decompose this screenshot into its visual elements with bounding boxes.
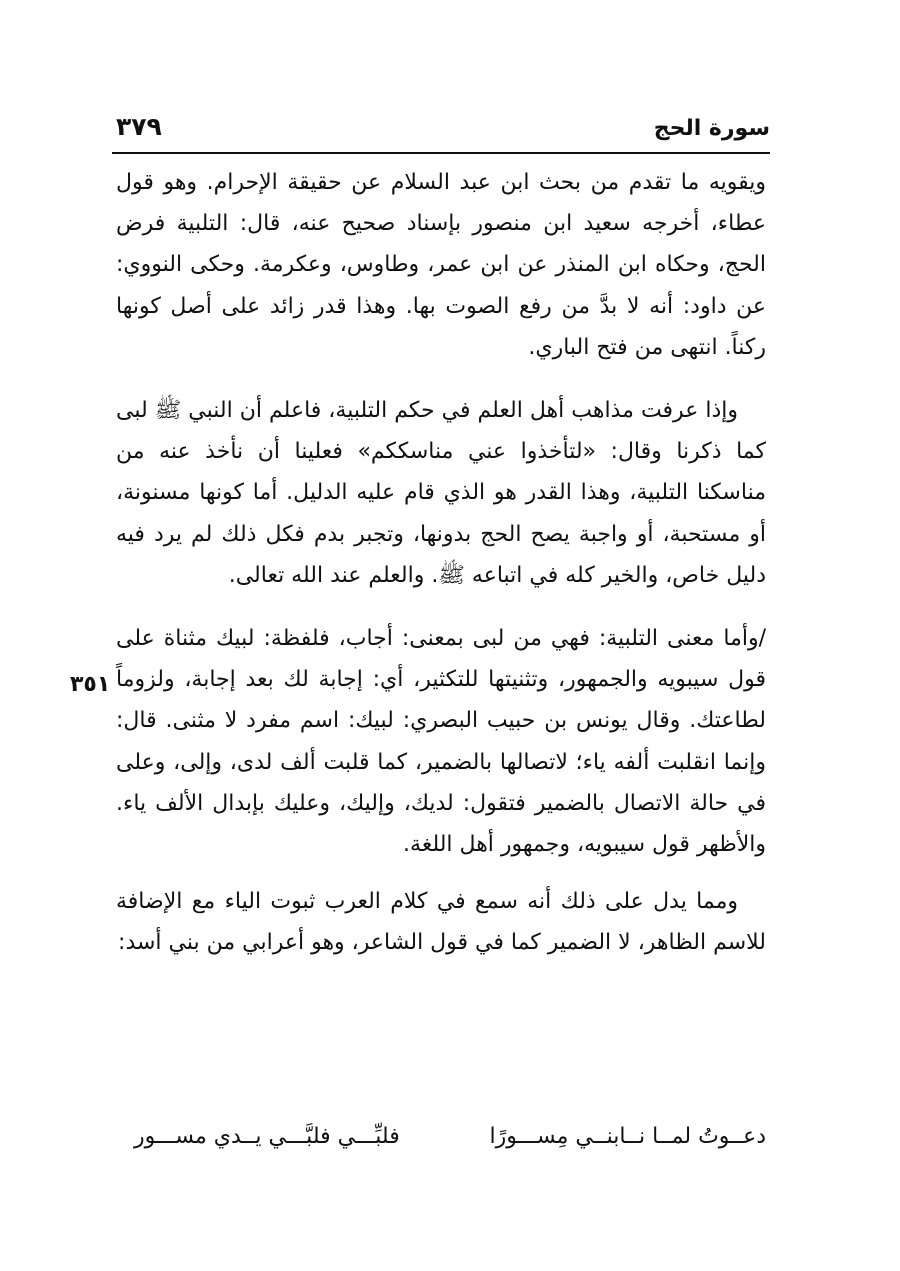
main-text (116, 162, 766, 964)
paragraph-2: وإذا عرفت مذاهب أهل العلم في حكم التلبية، فاعلم أن النبي ﷺ لبى كما ذكرنا وقال: «لتأخذوا عني مناسككم» فعلينا أن نأخذ عنه من مناسكنا التلبية، وهذا القدر هو الذي قام عليه الدليل. أما كونها مسنونة، أو مستحبة، أو واجبة يصح الحج بدونها، وتجبر بدم فكل ذلك لم يرد فيه دليل خاص، والخير كله في اتباعه ﷺ. والعلم عند الله تعالى. (116, 398, 766, 588)
margin-page-reference: ٣٥١ (70, 672, 111, 697)
paragraph-1: ويقويه ما تقدم من بحث ابن عبد السلام عن حقيقة الإحرام. وهو قول عطاء، أخرجه سعيد ابن منصور بإسناد صحيح عنه، قال: التلبية فرض الحج، وحكاه ابن المنذر عن ابن عمر، وطاوس، وعكرمة. وحكى النووي: عن داود: أنه لا بدَّ من رفع الصوت بها. وهذا قدر زائد على أصل كونها ركناً. انتهى من فتح الباري. (116, 170, 766, 360)
running-title: سورة الحج (653, 116, 770, 141)
poem-verse (116, 1124, 766, 1168)
paragraph-4: ومما يدل على ذلك أنه سمع في كلام العرب ثبوت الياء مع الإضافة للاسم الظاهر، لا الضمير كما في قول الشاعر، وهو أعرابي من بني أسد: (116, 889, 766, 956)
page-header (112, 112, 770, 156)
paragraph-3: /وأما معنى التلبية: فهي من لبى بمعنى: أجاب، فلفظة: لبيك مثناة على قول سيبويه والجمهور، وتثنيتها للتكثير، أي: إجابة لك بعد إجابة، ولزوماً لطاعتك. وقال يونس بن حبيب البصري: لبيك: اسم مفرد لا مثنى. قال: وإنما انقلبت ألفه ياء؛ لاتصالها بالضمير، كما قلبت ألف لدى، وإلى، وعلى في حالة الاتصال بالضمير فتقول: لديك، وإليك، وعليك بإبدال الألف ياء. والأظهر قول سيبويه، وجمهور أهل اللغة. (116, 626, 766, 858)
header-rule (112, 152, 770, 154)
poem-first-hemistich: دعــوتُ لمــا نــابنــي مِســـورًا (489, 1124, 766, 1149)
page-number: ٣٧٩ (116, 112, 162, 141)
poem-second-hemistich: فلبِّـــي فلبَّـــي يــدي مســـور (134, 1124, 400, 1149)
